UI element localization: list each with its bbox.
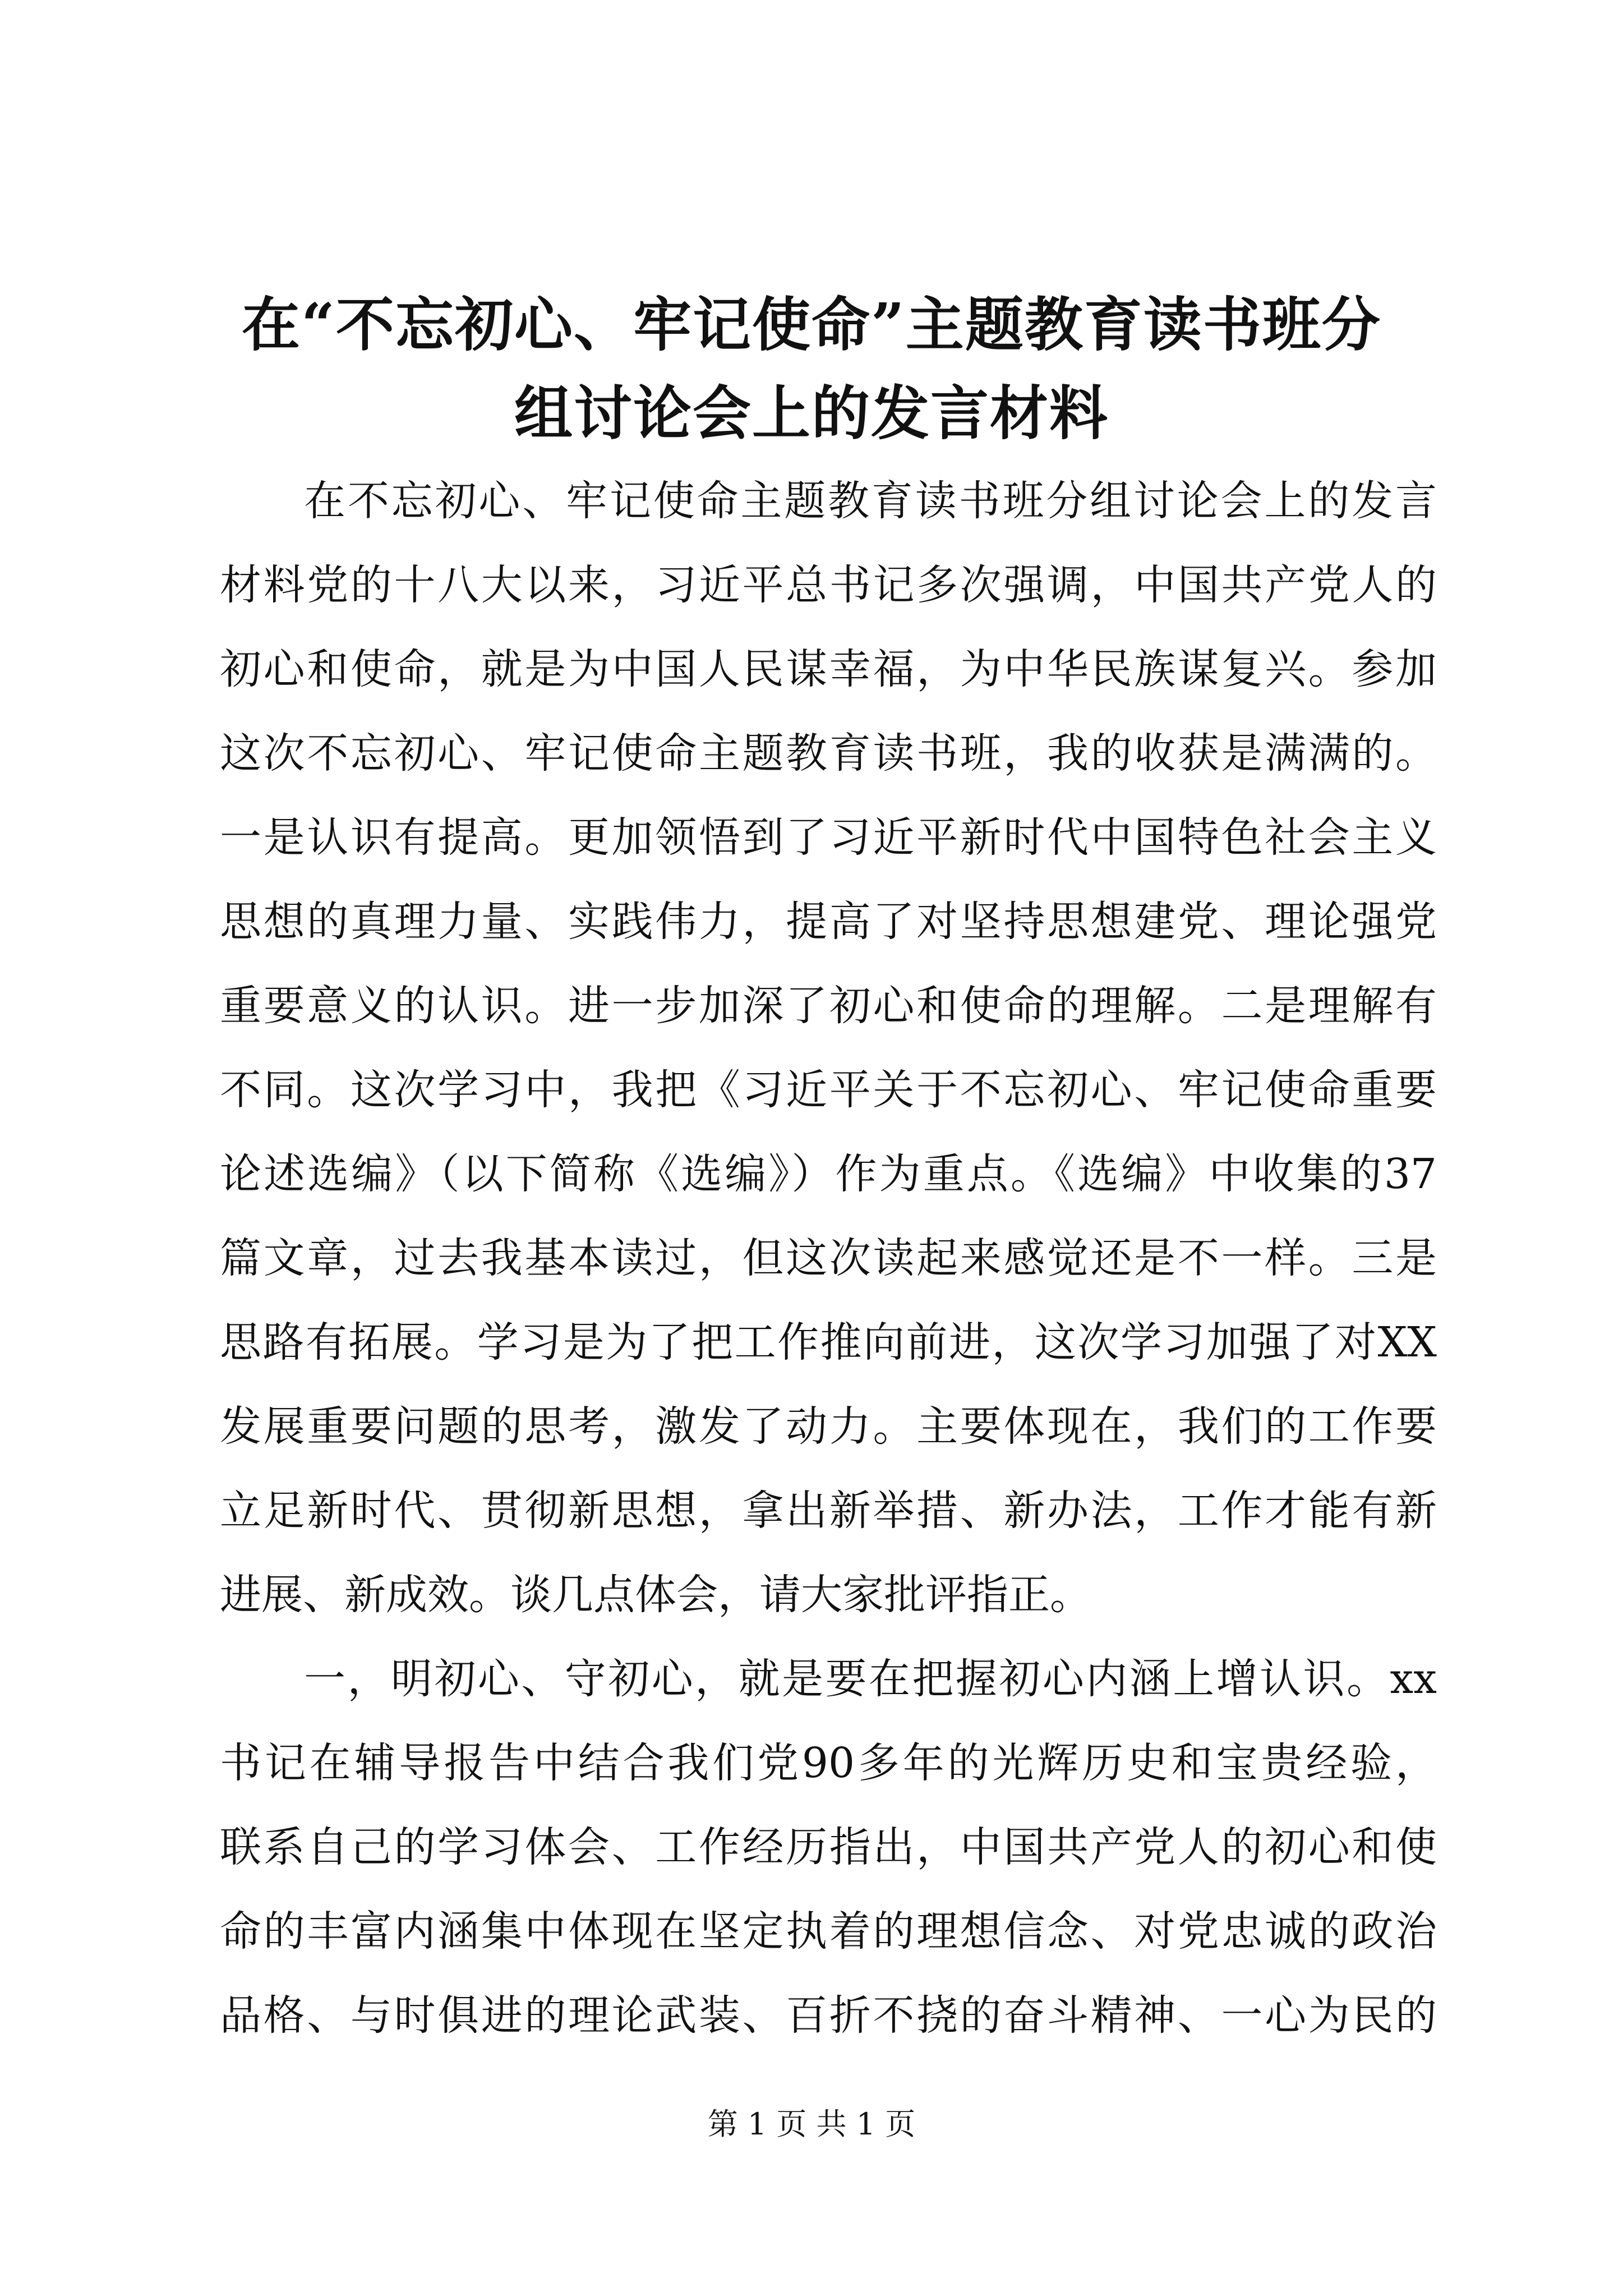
text-line: 材料党的十八大以来，习近平总书记多次强调，中国共产党人的 bbox=[220, 561, 1437, 609]
text-line: 在不忘初心、牢记使命主题教育读书班分组讨论会上的发言 bbox=[304, 477, 1437, 525]
text-line: 这次不忘初心、牢记使命主题教育读书班，我的收获是满满的。 bbox=[220, 729, 1437, 777]
text-line: 一是认识有提高。更加领悟到了习近平新时代中国特色社会主义 bbox=[220, 813, 1437, 862]
text-line: 论述选编》（以下简称《选编》）作为重点。《选编》中收集的37 bbox=[220, 1150, 1437, 1198]
title-line: 在“不忘初心、牢记使命”主题教育读书班分 bbox=[242, 290, 1381, 359]
document-title bbox=[202, 280, 1421, 458]
paragraph-section-one bbox=[220, 1637, 1437, 2058]
document-body bbox=[220, 459, 1437, 2058]
text-line: 思想的真理力量、实践伟力，提高了对坚持思想建党、理论强党 bbox=[220, 898, 1437, 946]
text-line: 联系自己的学习体会、工作经历指出，中国共产党人的初心和使 bbox=[220, 1823, 1437, 1871]
text-line: 重要意义的认识。进一步加深了初心和使命的理解。二是理解有 bbox=[220, 982, 1437, 1030]
paragraph-intro bbox=[220, 459, 1437, 1637]
text-line: 命的丰富内涵集中体现在坚定执着的理想信念、对党忠诚的政治 bbox=[220, 1907, 1437, 1955]
text-line: 书记在辅导报告中结合我们党90多年的光辉历史和宝贵经验， bbox=[220, 1739, 1437, 1787]
text-line: 立足新时代、贯彻新思想，拿出新举措、新办法，工作才能有新 bbox=[220, 1487, 1437, 1535]
text-line: 发展重要问题的思考，激发了动力。主要体现在，我们的工作要 bbox=[220, 1402, 1437, 1451]
text-line: 进展、新成效。谈几点体会，请大家批评指正。 bbox=[220, 1571, 1091, 1619]
text-line: 初心和使命，就是为中国人民谋幸福，为中华民族谋复兴。参加 bbox=[220, 645, 1437, 693]
text-line: 一，明初心、守初心，就是要在把握初心内涵上增认识。xx bbox=[304, 1655, 1437, 1703]
title-line: 组讨论会上的发言材料 bbox=[514, 379, 1109, 448]
text-line: 品格、与时俱进的理论武装、百折不挠的奋斗精神、一心为民的 bbox=[220, 1991, 1437, 2040]
text-line: 思路有拓展。学习是为了把工作推向前进，这次学习加强了对XX bbox=[220, 1318, 1437, 1366]
text-line: 篇文章，过去我基本读过，但这次读起来感觉还是不一样。三是 bbox=[220, 1234, 1437, 1282]
page-footer: 第 1 页 共 1 页 bbox=[707, 2106, 916, 2142]
text-line: 不同。这次学习中，我把《习近平关于不忘初心、牢记使命重要 bbox=[220, 1066, 1437, 1114]
